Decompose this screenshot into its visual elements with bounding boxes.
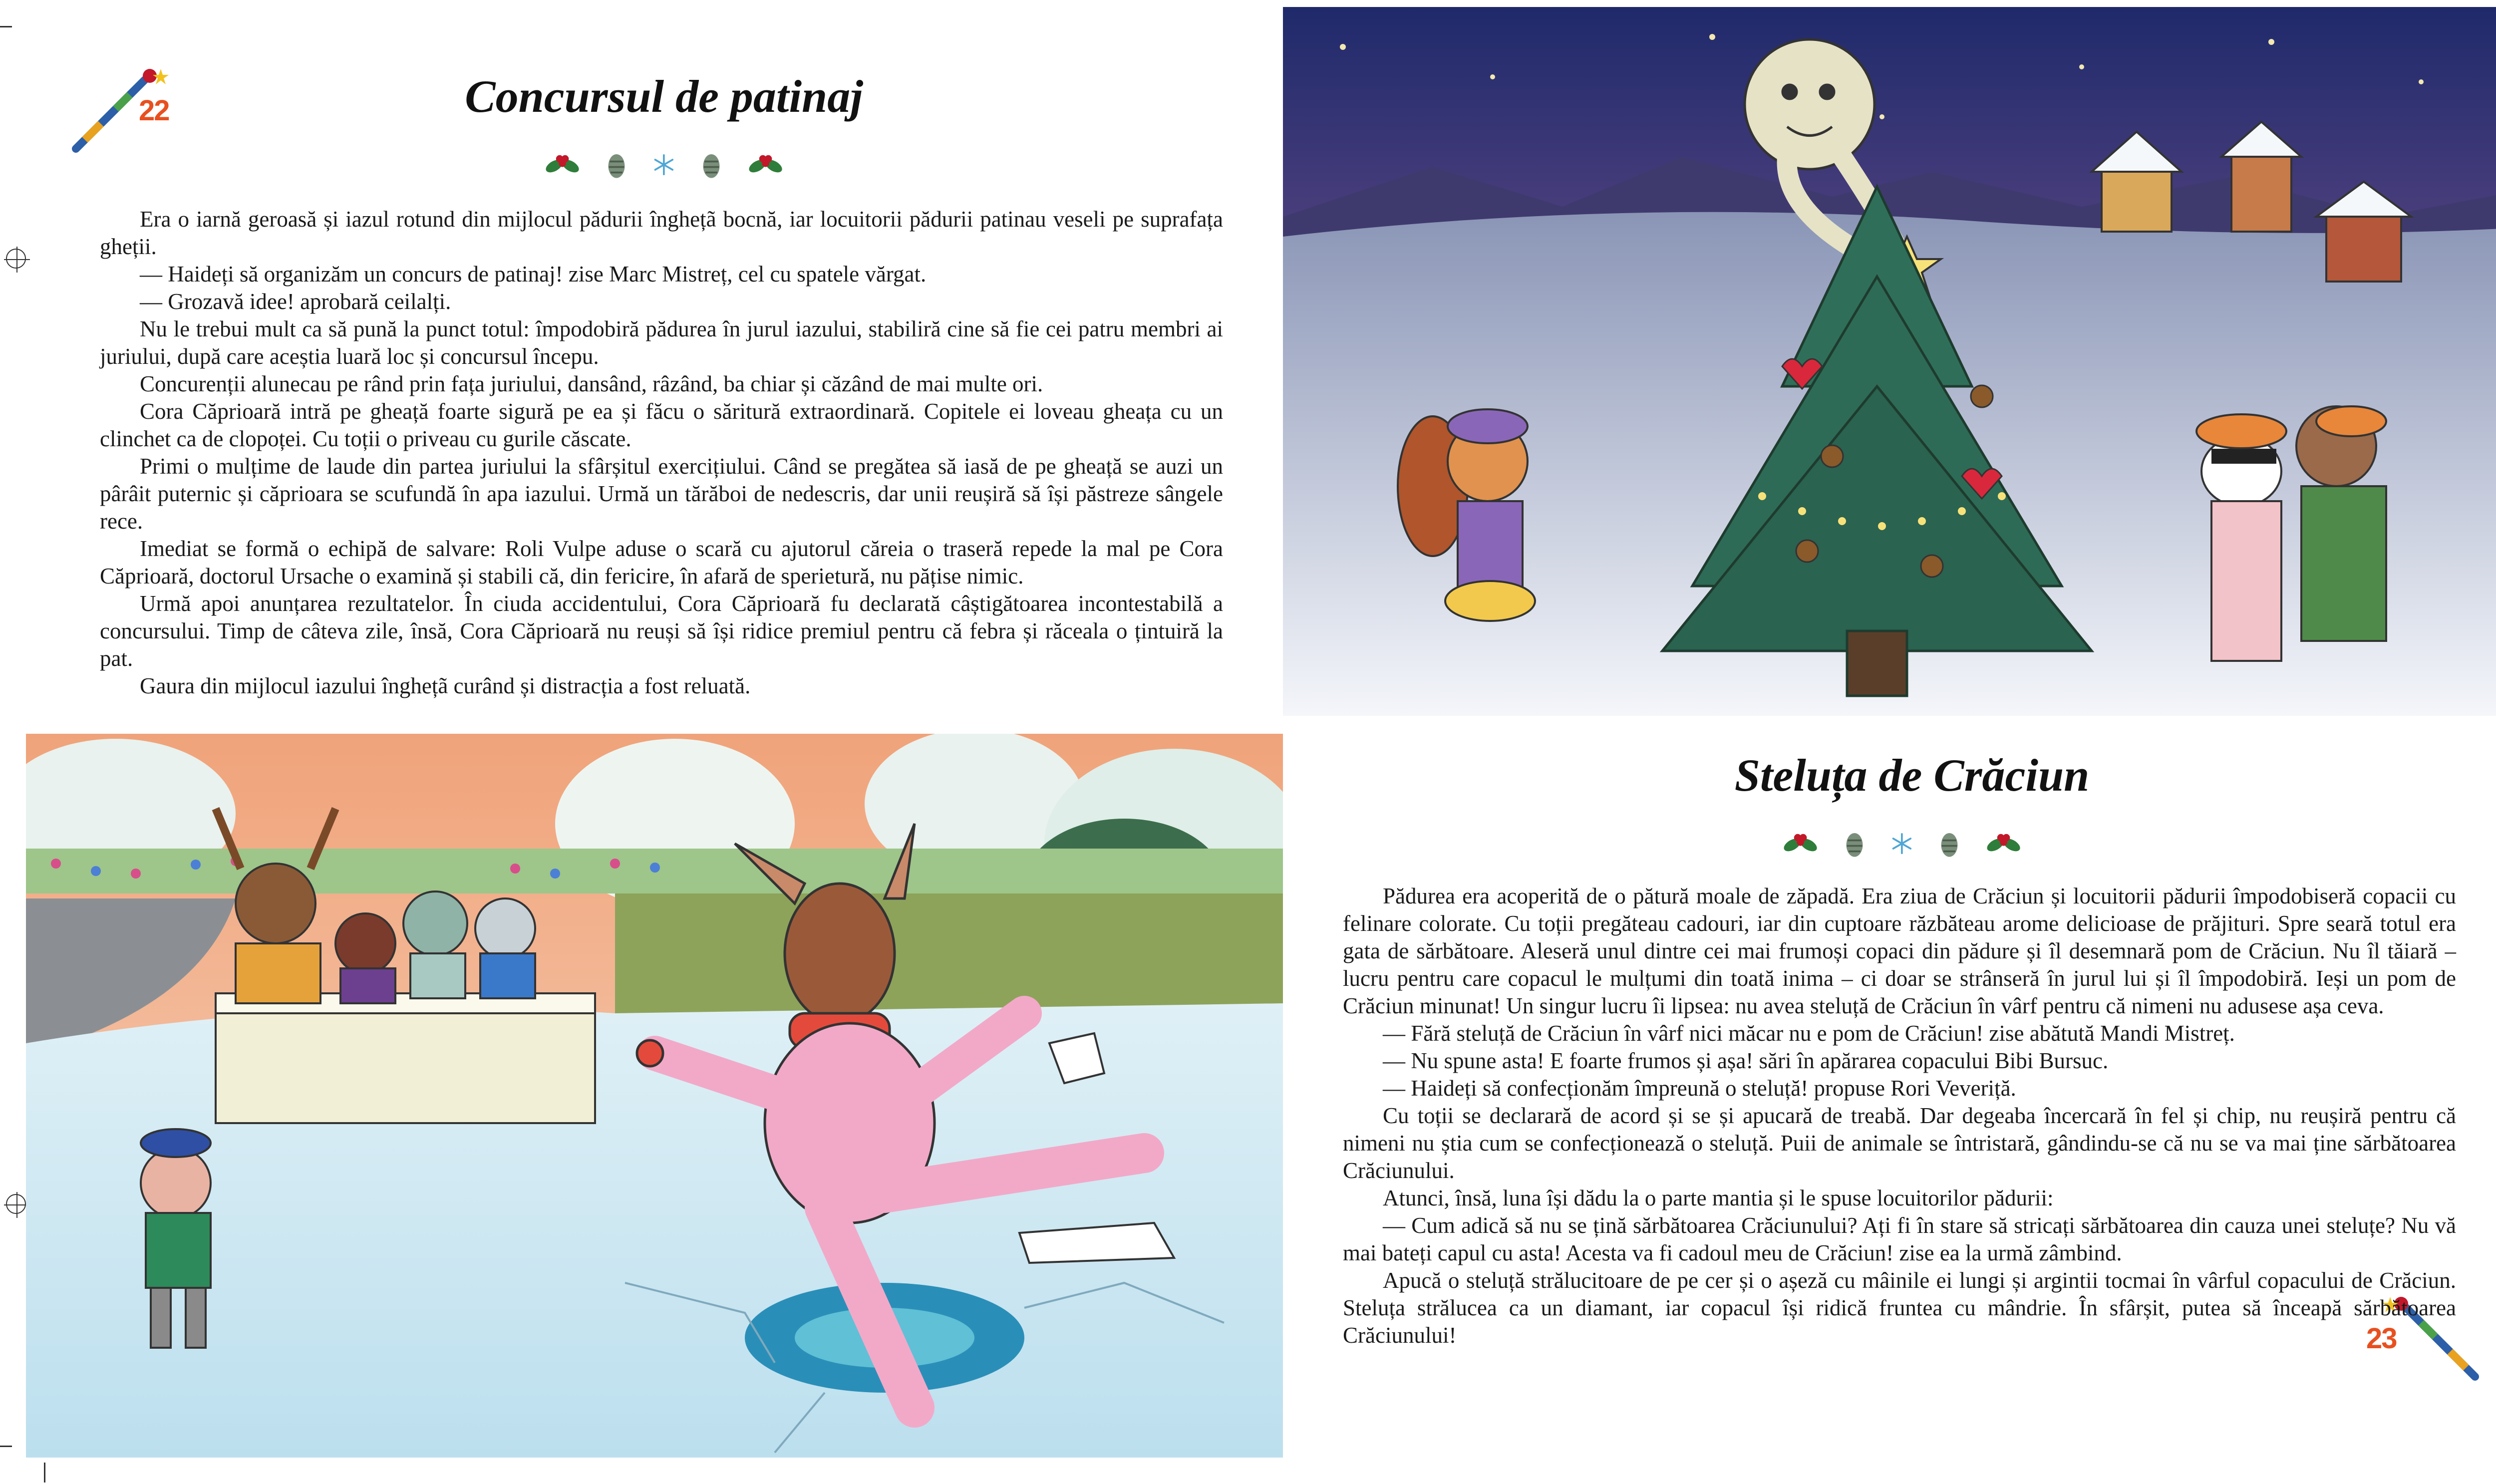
page-number-badge xyxy=(70,65,190,155)
crop-mark xyxy=(0,26,12,27)
pinecone-icon xyxy=(601,147,632,182)
paragraph: — Haideți să organizăm un concurs de patinaj! zise Marc Mistreț, cel cu spatele vărgat. xyxy=(140,262,927,287)
decorative-ornament xyxy=(1782,824,2022,864)
page-number: 22 xyxy=(139,94,169,127)
story-title: Concursul de patinaj xyxy=(465,71,863,122)
page-number: 23 xyxy=(2366,1322,2397,1355)
pinecone-icon xyxy=(1839,826,1871,861)
paragraph: Concurenții alunecau pe rând prin fața juriului, dansând, râzând, ba chiar și căzând de mai multe ori. xyxy=(140,371,1043,396)
crop-mark xyxy=(0,1446,12,1447)
snowflake-icon xyxy=(652,152,675,177)
paintbrush-star-icon xyxy=(70,65,190,155)
paragraph: Nu le trebui mult ca să pună la punct totul: împodobiră pădurea în jurul iazului, stabiliră cine să fie cei patru membri ai juriului, după care aceștia luară loc și concursul începu. xyxy=(100,316,1223,369)
paragraph: Imediat se formă o echipă de salvare: Roli Vulpe aduse o scară cu ajutorul căreia o traseră repede la mal pe Cora Căprioară, doctorul Ursache o examină și stabili că, din fericire, în afară de sperietură, nu pățise nimic. xyxy=(100,536,1223,589)
decorative-ornament xyxy=(544,145,784,185)
snowflake-icon xyxy=(1890,831,1913,856)
story-title: Steluța de Crăciun xyxy=(1734,750,2090,801)
holly-icon xyxy=(1782,826,1819,861)
pinecone-icon xyxy=(695,147,727,182)
paragraph: Era o iarnă geroasă și iazul rotund din mijlocul pădurii înghețã bocnă, iar locuitorii pădurii patinau veseli pe suprafața gheții. xyxy=(100,207,1223,259)
right-page xyxy=(1283,0,2496,1484)
registration-mark xyxy=(6,1194,26,1214)
paragraph: — Fără steluță de Crăciun în vârf nici măcar nu e pom de Crăciun! zise abătută Mandi Mistreț. xyxy=(1383,1021,2235,1046)
paragraph: Cu toții se declarară de acord și se și apucară de treabă. Dar degeaba încercară în fel și chip, nu reușiră pentru că nimeni nu știa cum se confecționează o steluță. Puii de animale se întristară, gândindu-se că nu se va mai ține sărbătoarea Crăciunului. xyxy=(1343,1103,2456,1183)
paragraph: Apucă o steluță strălucitoare de pe cer și o așeză cu mâinile ei lungi și argintii tocmai în vârful copacului de Crăciun. Steluța strălucea ca un diamant, iar copacul își ridică fruntea cu mândrie. În sfârșit, putea să înceapă sărbătoarea Crăciunului! xyxy=(1343,1268,2456,1348)
paragraph: Cora Căprioară intră pe gheață foarte sigură pe ea și făcu o săritură extraordinară. Copitele ei loveau gheața cu un clinchet ca de clopoței. Cu toții o priveau cu gurile căscate. xyxy=(100,399,1223,451)
paragraph: Atunci, însă, luna își dădu la o parte mantia și le spuse locuitorilor pădurii: xyxy=(1383,1186,2054,1210)
christmas-tree-illustration xyxy=(1283,7,2496,716)
story-text xyxy=(1343,883,2456,1349)
holly-icon xyxy=(1985,826,2022,861)
paragraph: Pădurea era acoperită de o pătură moale de zăpadă. Era ziua de Crăciun și locuitorii pădurii împodobiseră copacii cu felinare colorate. Cu toții pregăteau cadouri, iar din cuptoare răzbăteau arome delicioase de prăjituri. Spre seară totul era gata de sărbătoare. Aleseră unul dintre cei mai frumoși copaci din pădure și îl desemnară pom de Crăciun. Nu îl tăiară – lucru pentru care copacul le mulțumi din toată inima – ci doar se strânseră în jurul lui și îl împodobiră. Ieși un pom de Crăciun minunat! Un singur lucru îi lipsea: nu avea steluță de Crăciun în vârf pentru că nimeni nu adusese așa ceva. xyxy=(1343,884,2456,1018)
paragraph: — Nu spune asta! E foarte frumos și așa! sări în apărarea copacului Bibi Bursuc. xyxy=(1383,1048,2109,1073)
christmas-scene-image xyxy=(1283,7,2496,716)
holly-icon xyxy=(544,147,581,182)
crop-mark xyxy=(44,1463,45,1483)
registration-mark xyxy=(6,249,26,269)
paragraph: — Haideți să confecționăm împreună o steluță! propuse Rori Veveriță. xyxy=(1383,1076,2016,1101)
paragraph: Primi o mulțime de laude din partea juriului la sfârșitul exercițiului. Când se pregătea să iasă de pe gheață se auzi un pârâit puternic și căprioara se scufundă în apa iazului. Urmă un tărăboi de nedescris, dar unii reușiră să își păstreze sângele rece. xyxy=(100,454,1223,534)
paragraph: — Grozavă idee! aprobară ceilalți. xyxy=(140,289,451,314)
paragraph: Gaura din mijlocul iazului înghețã curând și distracția a fost reluată. xyxy=(140,673,751,698)
pinecone-icon xyxy=(1933,826,1965,861)
skating-scene-image xyxy=(26,734,1283,1458)
skating-contest-illustration xyxy=(26,734,1283,1458)
holly-icon xyxy=(747,147,784,182)
paragraph: — Cum adică să nu se țină sărbătoarea Crăciunului? Ați fi în stare să stricați sărbătoarea din cauza unei steluțe? Nu vă mai bateți capul cu asta! Acesta va fi cadoul meu de Crăciun! zise ea la urmă zâmbind. xyxy=(1343,1213,2456,1265)
paragraph: Urmă apoi anunțarea rezultatelor. În ciuda accidentului, Cora Căprioară fu declarată câștigătoarea incontestabilă a concursului. Timp de câteva zile, însă, Cora Căprioară nu reuși să își ridice premiul pentru că febra și răceala o țintuiră la pat. xyxy=(100,591,1223,671)
story-text xyxy=(100,206,1223,700)
